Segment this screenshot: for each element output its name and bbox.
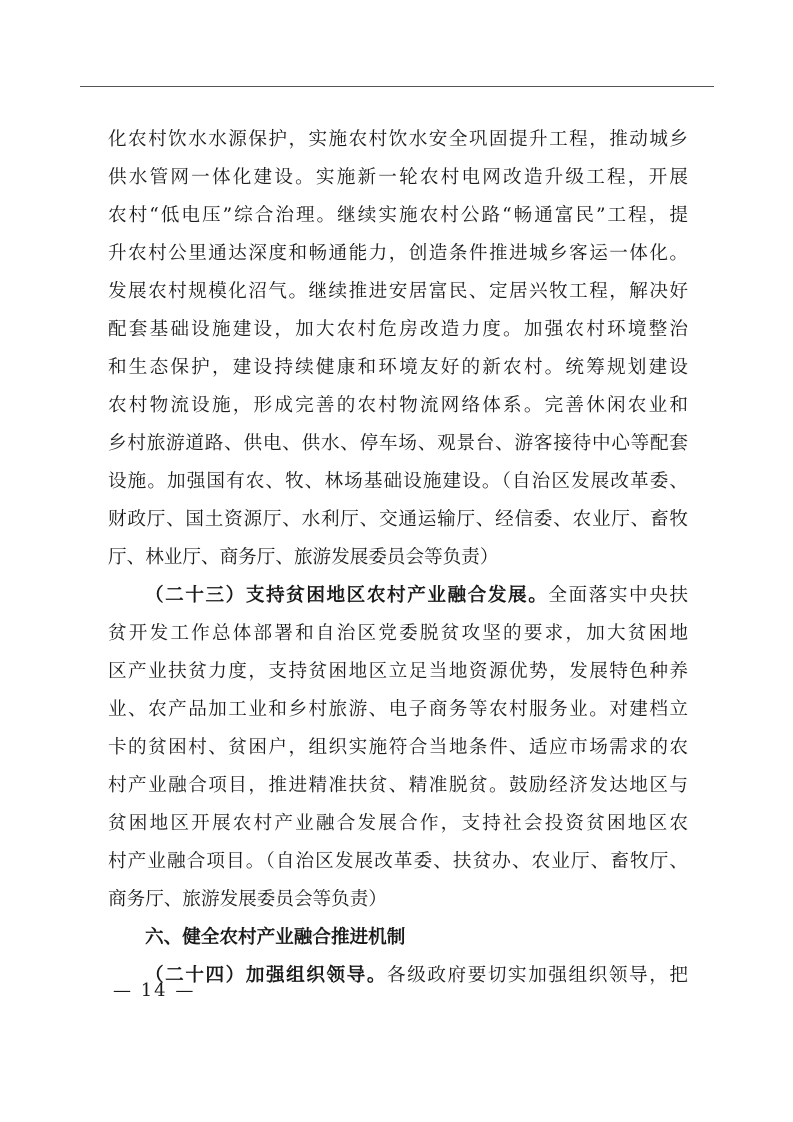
body-line: 区产业扶贫力度，支持贫困地区立足当地资源优势，发展特色种养	[108, 661, 688, 682]
body-line: 设施。加强国有农、牧、林场基础设施建设。（自治区发展改革委、	[108, 471, 688, 492]
body-line: 供水管网一体化建设。实施新一轮农村电网改造升级工程，开展	[108, 167, 688, 188]
section-23-subheading: （二十三）支持贫困地区农村产业融合发展。	[145, 585, 549, 606]
body-line: 厅、林业厅、商务厅、旅游发展委员会等负责）	[108, 547, 499, 568]
body-line: 贫困地区开展农村产业融合发展合作，支持社会投资贫困地区农	[108, 813, 688, 834]
body-line: 乡村旅游道路、供电、供水、停车场、观景台、游客接待中心等配套	[108, 433, 688, 454]
section-23-first-line	[108, 577, 688, 615]
section-24-subheading: （二十四）加强组织领导。	[145, 965, 388, 986]
body-line: 村产业融合项目。（自治区发展改革委、扶贫办、农业厅、畜牧厅、	[108, 851, 688, 872]
body-line: 化农村饮水水源保护，实施农村饮水安全巩固提升工程，推动城乡	[108, 129, 688, 150]
body-line: 农村物流设施，形成完善的农村物流网络体系。完善休闲农业和	[108, 395, 688, 416]
body-line: 配套基础设施建设，加大农村危房改造力度。加强农村环境整治	[108, 319, 688, 340]
page-number: — 14 —	[113, 980, 196, 1001]
section-23-first-text: 全面落实中央扶	[548, 585, 688, 606]
body-line: 升农村公里通达深度和畅通能力，创造条件推进城乡客运一体化。	[108, 243, 688, 264]
body-line: 农村“低电压”综合治理。继续实施农村公路“畅通富民”工程，提	[108, 205, 688, 226]
header-rule	[80, 86, 714, 87]
body-line: 财政厅、国土资源厅、水利厅、交通运输厅、经信委、农业厅、畜牧	[108, 509, 688, 530]
body-line: 贫开发工作总体部署和自治区党委脱贫攻坚的要求，加大贫困地	[108, 623, 688, 644]
section-24-first-text: 各级政府要切实加强组织领导，把	[387, 965, 688, 986]
body-line: 商务厅、旅游发展委员会等负责）	[108, 889, 387, 910]
section-heading-6: 六、健全农村产业融合推进机制	[145, 927, 406, 948]
body-line: 和生态保护，建设持续健康和环境友好的新农村。统筹规划建设	[108, 357, 688, 378]
body-line: 卡的贫困村、贫困户，组织实施符合当地条件、适应市场需求的农	[108, 737, 688, 758]
body-line: 村产业融合项目，推进精准扶贫、精准脱贫。鼓励经济发达地区与	[108, 775, 688, 796]
body-line: 业、农产品加工业和乡村旅游、电子商务等农村服务业。对建档立	[108, 699, 688, 720]
document-body	[108, 121, 688, 995]
body-line: 发展农村规模化沼气。继续推进安居富民、定居兴牧工程，解决好	[108, 281, 688, 302]
